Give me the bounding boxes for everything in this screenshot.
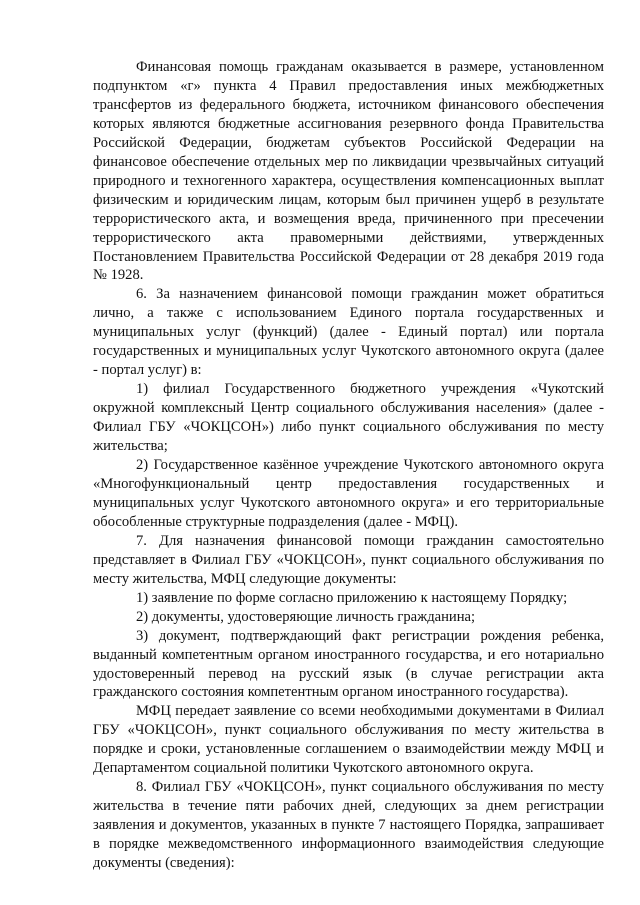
paragraph-item-6-sub-1: 1) филиал Государственного бюджетного учреждения «Чукотский окружной комплексный Центр социального обслуживания населения» (далее - Филиал ГБУ «ЧОКЦСОН») либо пункт социального обслуживания по месту жительства;: [93, 381, 604, 455]
paragraph-mfc-transfer: МФЦ передает заявление со всеми необходимыми документами в Филиал ГБУ «ЧОКЦСОН», пункт социального обслуживания по месту жительства в порядке и сроки, установленные соглашением о взаимодействии между МФЦ и Департаментом социальной политики Чукотского автономного округа.: [93, 703, 604, 777]
paragraph-item-8: 8. Филиал ГБУ «ЧОКЦСОН», пункт социального обслуживания по месту жительства в течение пяти рабочих дней, следующих за днем регистрации заявления и документов, указанных в пункте 7 настоящего Порядка, запрашивает в порядке межведомственного информационного взаимодействия следующие документы (сведения):: [93, 779, 604, 872]
paragraph-item-7-sub-3: 3) документ, подтверждающий факт регистрации рождения ребенка, выданный компетентным органом иностранного государства, и его нотариально удостоверенный перевод на русский язык (в случае регистрации акта гражданского состояния компетентным органом иностранного государства).: [93, 627, 604, 701]
paragraph-item-7-sub-1: 1) заявление по форме согласно приложению к настоящему Порядку;: [136, 589, 568, 606]
paragraph-item-6-sub-2: 2) Государственное казённое учреждение Чукотского автономного округа «Многофункциональный центр предоставления государственных и муниципальных услуг Чукотского автономного округа» и его территориальные обособленные структурные подразделения (далее - МФЦ).: [93, 457, 604, 530]
paragraph-item-7: 7. Для назначения финансовой помощи гражданин самостоятельно представляет в Филиал ГБУ «ЧОКЦСОН», пункт социального обслуживания по месту жительства, МФЦ следующие документы:: [93, 532, 604, 587]
paragraph-financial-aid-amount: Финансовая помощь гражданам оказывается в размере, установленном подпунктом «г» пункта 4 Правил предоставления иных межбюджетных трансфертов из федерального бюджета, источником финансового обеспечения которых являются бюджетные ассигнования резервного фонда Правительства Российской Федерации, бюджетам субъектов Российской Федерации на финансовое обеспечение отдельных мер по ликвидации чрезвычайных ситуаций природного и техногенного характера, осуществления компенсационных выплат физическим и юридическим лицам, которым был причинен ущерб в результате террористического акта, и возмещения вреда, причиненного при пресечении террористического акта правомерными действиями, утвержденных Постановлением Правительства Российской Федерации от 28 декабря 2019 года № 1928.: [93, 59, 604, 284]
paragraph-item-7-sub-2: 2) документы, удостоверяющие личность гражданина;: [136, 608, 476, 625]
paragraph-item-6: 6. За назначением финансовой помощи гражданин может обратиться лично, а также с использованием Единого портала государственных и муниципальных услуг (функций) (далее - Единый портал) или портала государственных и муниципальных услуг Чукотского автономного округа (далее - портал услуг) в:: [93, 286, 604, 379]
